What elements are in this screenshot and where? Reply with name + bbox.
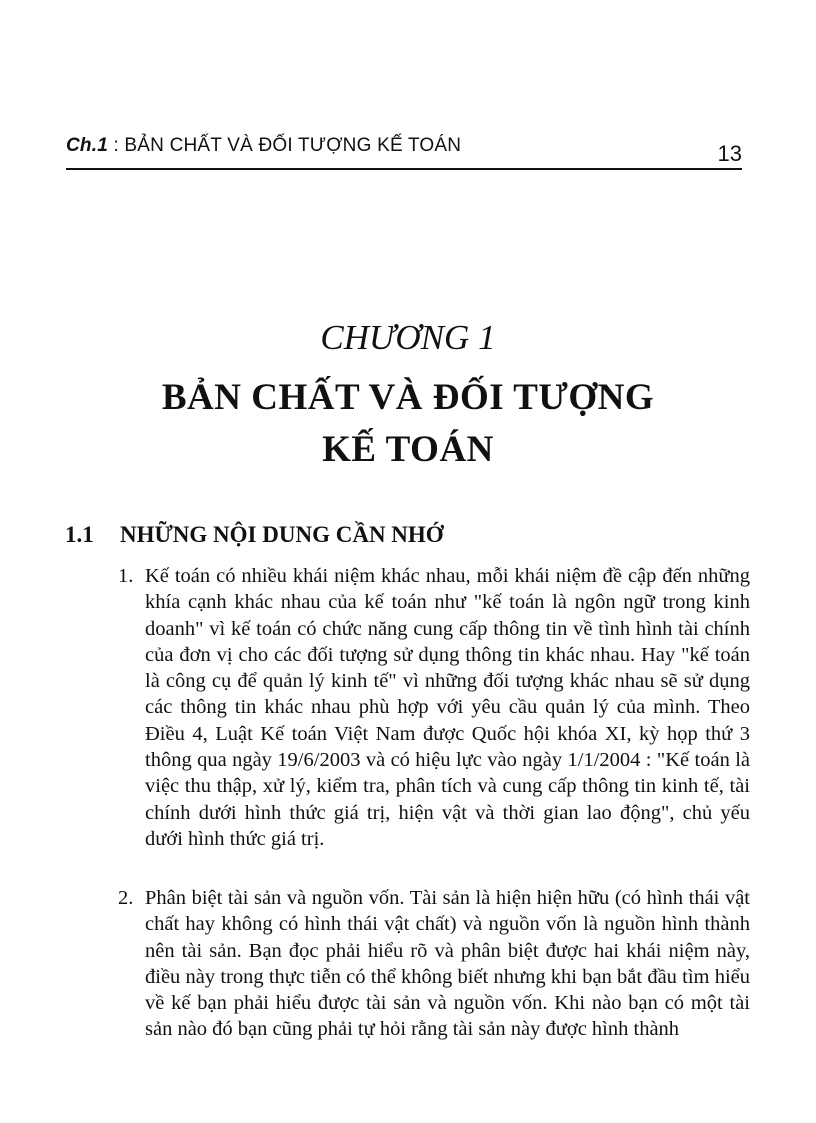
chapter-label: CHƯƠNG 1 — [320, 318, 496, 357]
list-item-marker: 1. — [118, 565, 134, 587]
list-item-marker: 2. — [118, 887, 134, 909]
list-item — [118, 885, 750, 1043]
header-chapter-name: BẢN CHẤT VÀ ĐỐI TƯỢNG KẾ TOÁN — [124, 135, 462, 156]
page-number: 13 — [717, 141, 742, 166]
header-separator: : — [107, 135, 125, 156]
chapter-title — [0, 372, 816, 476]
list-item-text: Kế toán có nhiều khái niệm khác nhau, mỗi khái niệm đề cập đến những khía cạnh khác nhau của kế toán như "kế toán là ngôn ngữ trong kinh doanh" vì kế toán có chức năng cung cấp thông tin về tình hình tài chính của đơn vị cho các đối tượng sử dụng thông tin khác nhau. Hay "kế toán là công cụ để quản lý kinh tế" vì những đối tượng khác nhau sẽ sử dụng các thông tin khác nhau phù hợp với yêu cầu quản lý của mình. Theo Điều 4, Luật Kế toán Việt Nam được Quốc hội khóa XI, kỳ họp thứ 3 thông qua ngày 19/6/2003 và có hiệu lực vào ngày 1/1/2004 : "Kế toán là việc thu thập, xử lý, kiểm tra, phân tích và cung cấp thông tin kinh tế, tài chính dưới hình thức giá trị, hiện vật và thời gian lao động", chủ yếu dưới hình thức giá trị. — [145, 565, 750, 850]
section-title: NHỮNG NỘI DUNG CẦN NHỚ — [120, 522, 444, 547]
section-heading — [65, 522, 444, 548]
running-header-title — [66, 135, 461, 157]
running-header — [66, 134, 742, 168]
chapter-title-line-2: KẾ TOÁN — [322, 429, 494, 470]
list-item-text: Phân biệt tài sản và nguồn vốn. Tài sản là hiện hiện hữu (có hình thái vật chất hay không có hình thái vật chất) và nguồn vốn là nguồn hình thành nên tài sản. Bạn đọc phải hiểu rõ và phân biệt được hai khái niệm này, điều này trong thực tiễn có thể không biết nhưng khi bạn bắt đầu tìm hiểu về kế bạn phải hiểu được tài sản và nguồn vốn. Khi nào bạn có một tài sản nào đó bạn cũng phải tự hỏi rằng tài sản này được hình thành — [145, 887, 750, 1041]
header-divider — [66, 168, 742, 170]
section-number: 1.1 — [65, 522, 94, 547]
chapter-title-line-1: BẢN CHẤT VÀ ĐỐI TƯỢNG — [161, 377, 655, 418]
chapter-reference: Ch.1 — [66, 135, 108, 156]
list-item — [118, 563, 750, 852]
